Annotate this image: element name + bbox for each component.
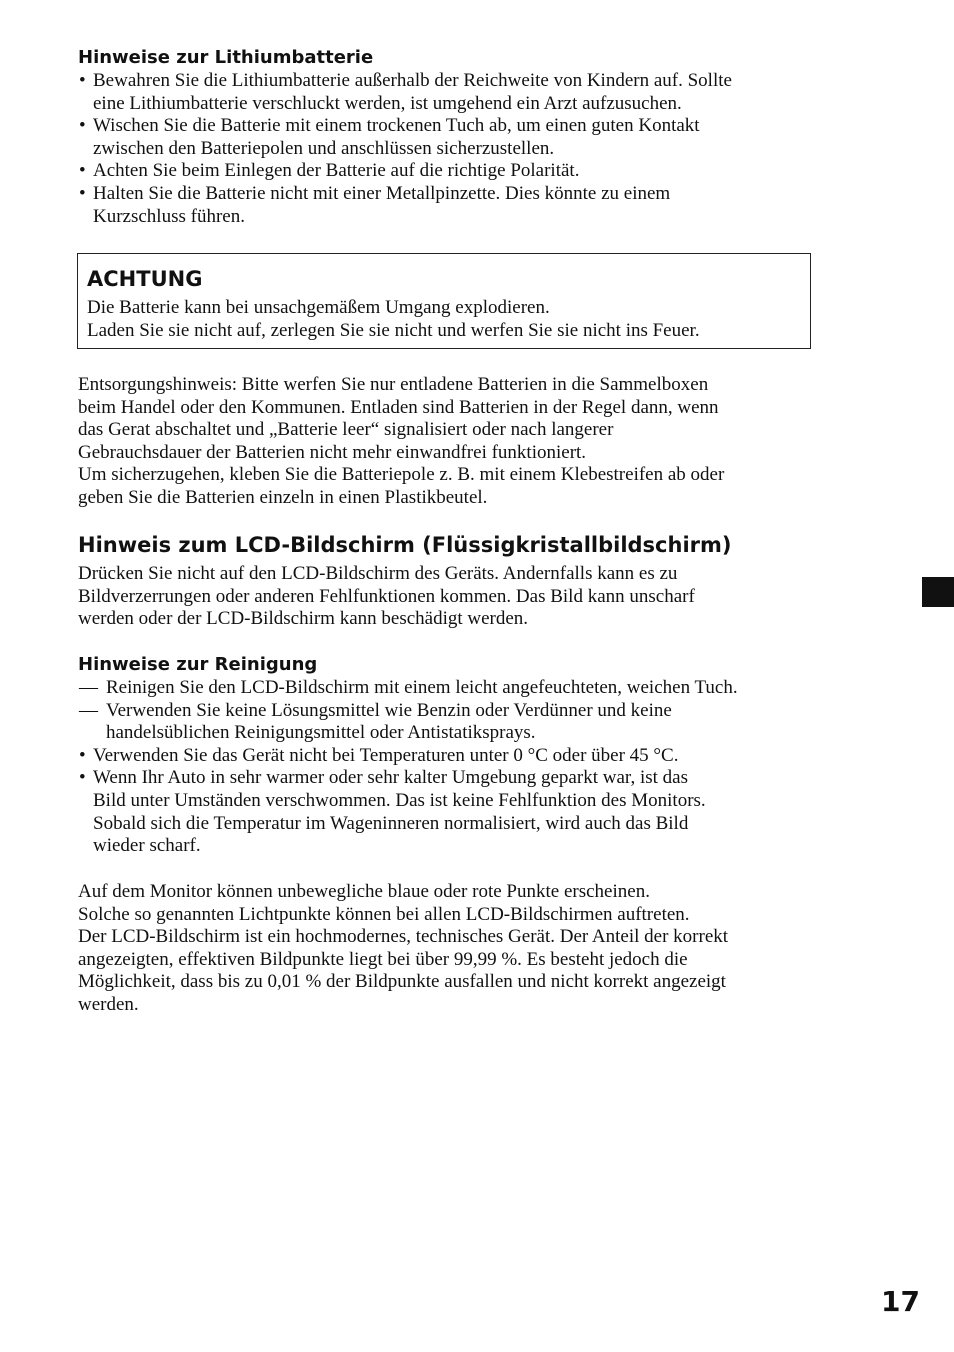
pixel-paragraph: Auf dem Monitor können unbewegliche blaue oder rote Punkte erscheinen. Solche so genannten Lichtpunkte können bei allen LCD-Bildschirmen auftreten. Der LCD-Bildschirm ist ein hochmodernes, technisches Gerät. Der Anteil der korrekt angezeigten, effektiven Bildpunkte liegt bei über 99,99 %. Es besteht jedoch die Möglichkeit, dass bis zu 0,01 % der Bildpunkte ausfallen und nicht korrekt angezeigt werden. — [78, 881, 729, 1015]
list-item: • Halten Sie die Batterie nicht mit einer Metallpinzette. Dies könnte zu einem Kurzschluss führen. — [79, 182, 671, 227]
warning-title: ACHTUNG — [87, 267, 203, 291]
section-tab-marker — [922, 577, 954, 607]
list-item: • Verwenden Sie das Gerät nicht bei Temperaturen unter 0 °C oder über 45 °C. — [79, 744, 679, 766]
cleaning-heading: Hinweise zur Reinigung — [78, 654, 318, 675]
bullet-marker: • — [79, 160, 86, 182]
bullet-marker: • — [79, 70, 86, 91]
cleaning-list — [78, 677, 868, 858]
list-item: • Bewahren Sie die Lithiumbatterie außerhalb der Reichweite von Kindern auf. Sollte eine Lithiumbatterie verschluckt werden, ist umgehend ein Arzt aufzusuchen. — [79, 70, 732, 114]
lcd-paragraph: Drücken Sie nicht auf den LCD-Bildschirm des Geräts. Andernfalls kann es zu Bildverzerrungen oder anderen Fehlfunktionen kommen. Das Bild kann unscharf werden oder der LCD-Bildschirm kann beschädigt werden. — [78, 563, 695, 630]
bullet-marker: • — [79, 182, 86, 204]
disposal-paragraph: Entsorgungshinweis: Bitte werfen Sie nur entladene Batterien in die Sammelboxen beim Handel oder den Kommunen. Entladen sind Batterien in der Regel dann, wenn das Gerat abschaltet und „Batterie leer“ signalisiert oder nach langerer Gebrauchsdauer der Batterien nicht mehr einwandfrei funktioniert. Um sicherzugehen, kleben Sie die Batteriepole z. B. mit einem Klebestreifen ab oder geben Sie die Batterien einzeln in einen Plastikbeutel. — [78, 374, 725, 508]
list-item: — Reinigen Sie den LCD-Bildschirm mit einem leicht angefeuchteten, weichen Tuch. — [79, 677, 738, 698]
bullet-marker: • — [79, 767, 86, 789]
warning-text: Die Batterie kann bei unsachgemäßem Umgang explodieren. Laden Sie sie nicht auf, zerlegen Sie sie nicht und werfen Sie sie nicht ins Feuer. — [87, 297, 700, 341]
lcd-heading: Hinweis zum LCD-Bildschirm (Flüssigkristallbildschirm) — [78, 533, 732, 557]
page-number: 17 — [881, 1285, 920, 1318]
dash-marker: — — [79, 699, 98, 721]
bullet-marker: • — [79, 115, 86, 137]
list-item: • Wischen Sie die Batterie mit einem trockenen Tuch ab, um einen guten Kontakt zwischen den Batteriepolen und anschlüssen sicherzustellen. — [79, 115, 700, 159]
list-item: • Achten Sie beim Einlegen der Batterie auf die richtige Polarität. — [79, 160, 580, 182]
list-item: • Wenn Ihr Auto in sehr warmer oder sehr kalter Umgebung geparkt war, ist das Bild unter Umständen verschwommen. Das ist keine Fehlfunktion des Monitors. Sobald sich die Temperatur im Wageninneren normalisiert, wird auch das Bild wieder scharf. — [79, 767, 706, 857]
list-item: — Verwenden Sie keine Lösungsmittel wie Benzin oder Verdünner und keine handelsüblichen Reinigungsmittel oder Antistatiksprays. — [79, 699, 672, 744]
lithium-heading: Hinweise zur Lithiumbatterie — [78, 47, 374, 68]
dash-marker: — — [79, 677, 98, 698]
lithium-list — [78, 70, 868, 228]
bullet-marker: • — [79, 744, 86, 766]
warning-box — [77, 253, 811, 349]
